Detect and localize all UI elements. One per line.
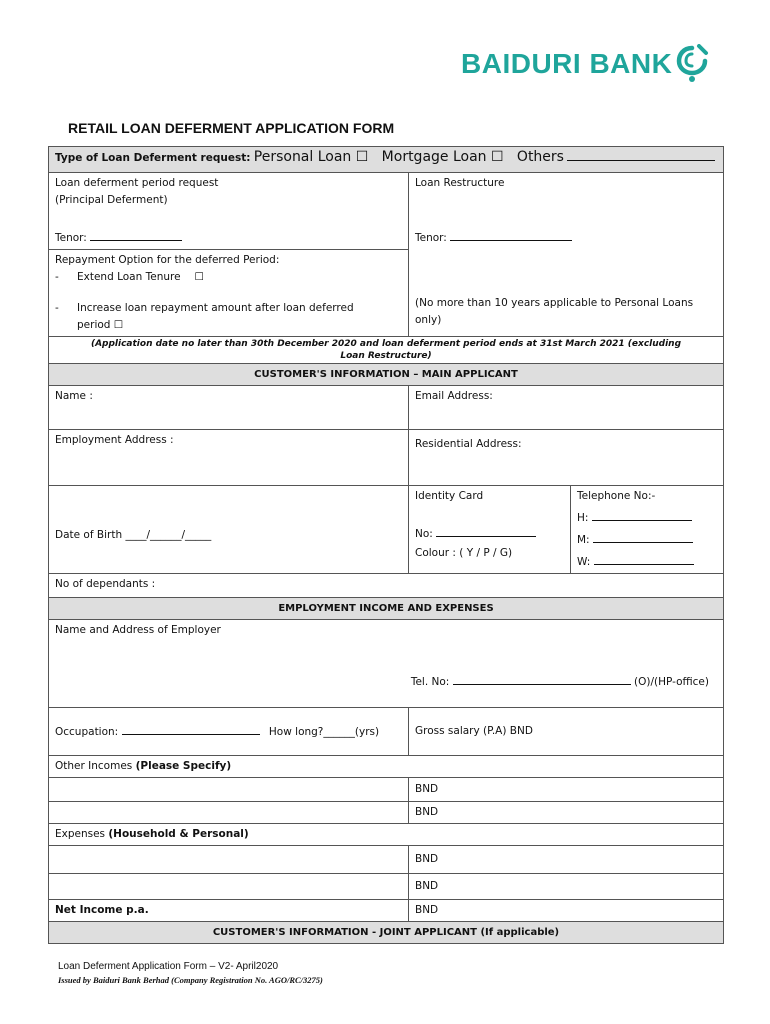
- tenor-left-label: Tenor:: [55, 232, 87, 244]
- tel-m-field[interactable]: [593, 531, 693, 543]
- bank-logo-icon: [675, 44, 709, 84]
- loan-restructure-title: Loan Restructure: [415, 177, 505, 189]
- employer-tel-label: Tel. No:: [410, 676, 450, 688]
- residential-address-field[interactable]: Residential Address:: [409, 430, 724, 486]
- principal-deferment-title: Loan deferment period request: [55, 177, 219, 189]
- form-title: RETAIL LOAN DEFERMENT APPLICATION FORM: [68, 120, 395, 136]
- ic-no-label: No:: [415, 528, 433, 540]
- telephone-label: Telephone No:-: [577, 490, 656, 502]
- application-form-table: [48, 146, 724, 944]
- tenor-left-field[interactable]: [90, 229, 182, 241]
- bank-logo: [461, 44, 721, 84]
- employment-address-field[interactable]: Employment Address :: [49, 430, 409, 486]
- tel-w-field[interactable]: [594, 553, 694, 565]
- mortgage-loan-checkbox[interactable]: Mortgage Loan ☐: [381, 149, 504, 165]
- repayment-option-title: Repayment Option for the deferred Period:: [55, 254, 280, 266]
- others-field[interactable]: [567, 149, 715, 161]
- other-income-2-amount[interactable]: BND: [409, 802, 724, 824]
- extend-tenure-label: Extend Loan Tenure: [77, 271, 181, 283]
- footer-issued-by: Issued by Baiduri Bank Berhad (Company Registration No. AGO/RC/3275): [58, 975, 323, 985]
- loan-restructure-cell: [409, 173, 724, 337]
- employment-heading: EMPLOYMENT INCOME AND EXPENSES: [49, 598, 724, 620]
- joint-applicant-heading: CUSTOMER'S INFORMATION - JOINT APPLICANT (If applicable): [49, 922, 724, 944]
- gross-salary-field[interactable]: Gross salary (P.A) BND: [409, 708, 724, 756]
- other-incomes-row: Other Incomes (Please Specify): [49, 756, 724, 778]
- identity-card-label: Identity Card: [415, 490, 484, 502]
- email-field[interactable]: Email Address:: [409, 386, 724, 430]
- expenses-row: Expenses (Household & Personal): [49, 824, 724, 846]
- other-income-1[interactable]: [49, 778, 409, 802]
- expense-1-amount[interactable]: BND: [409, 846, 724, 874]
- employer-cell: [49, 620, 724, 708]
- employer-tel-suffix: (O)/(HP-office): [634, 676, 709, 688]
- employer-label: Name and Address of Employer: [55, 624, 221, 636]
- name-field[interactable]: Name :: [49, 386, 409, 430]
- net-income-amount[interactable]: BND: [409, 900, 724, 922]
- expense-2-amount[interactable]: BND: [409, 874, 724, 900]
- dob-field[interactable]: Date of Birth ____/______/_____: [49, 486, 409, 574]
- net-income-label: Net Income p.a.: [49, 900, 409, 922]
- occupation-field[interactable]: [122, 723, 260, 735]
- tenor-right-field[interactable]: [450, 229, 572, 241]
- other-income-1-amount[interactable]: BND: [409, 778, 724, 802]
- dependants-field[interactable]: No of dependants :: [49, 574, 724, 598]
- expenses-label: Expenses: [55, 828, 106, 840]
- employer-tel-field[interactable]: [453, 673, 631, 685]
- deferment-type-label: Type of Loan Deferment request:: [55, 152, 251, 164]
- application-note: (Application date no later than 30th December 2020 and loan deferment period ends at 31st March 2021 (excluding Loan Restructure): [49, 337, 724, 364]
- other-income-2[interactable]: [49, 802, 409, 824]
- identity-card-cell: [409, 486, 571, 574]
- ic-colour[interactable]: Colour : ( Y / P / G): [415, 547, 513, 559]
- occupation-cell: [49, 708, 409, 756]
- principal-deferment-sub: (Principal Deferment): [55, 194, 168, 206]
- personal-loan-checkbox[interactable]: Personal Loan ☐: [253, 149, 369, 165]
- bank-name: BAIDURI BANK: [461, 48, 673, 79]
- deferment-type-row: [49, 147, 724, 173]
- telephone-cell: Telephone No:- H: M: W:: [571, 486, 724, 574]
- occupation-label: Occupation:: [55, 725, 119, 738]
- tel-h-field[interactable]: [592, 509, 692, 521]
- ic-no-field[interactable]: [436, 525, 536, 537]
- principal-deferment-cell: Loan deferment period request (Principal Deferment) Tenor: Repayment Option for the deferred Period: - Extend Loan Tenure ☐ - Increase loan repayment amount after loan deferred period ☐: [49, 173, 409, 337]
- main-applicant-heading: CUSTOMER'S INFORMATION – MAIN APPLICANT: [49, 364, 724, 386]
- how-long-field[interactable]: How long?______(yrs): [268, 725, 380, 738]
- increase-repayment-option[interactable]: Increase loan repayment amount after loan deferred period ☐: [77, 302, 354, 331]
- expense-2[interactable]: [49, 874, 409, 900]
- extend-tenure-checkbox[interactable]: ☐: [194, 271, 204, 283]
- restructure-note: (No more than 10 years applicable to Personal Loans only): [415, 297, 694, 326]
- others-label: Others: [516, 149, 564, 165]
- tenor-right-label: Tenor:: [415, 232, 447, 244]
- expense-1[interactable]: [49, 846, 409, 874]
- other-incomes-label: Other Incomes: [55, 760, 133, 772]
- footer-version: Loan Deferment Application Form – V2- April2020: [58, 961, 279, 972]
